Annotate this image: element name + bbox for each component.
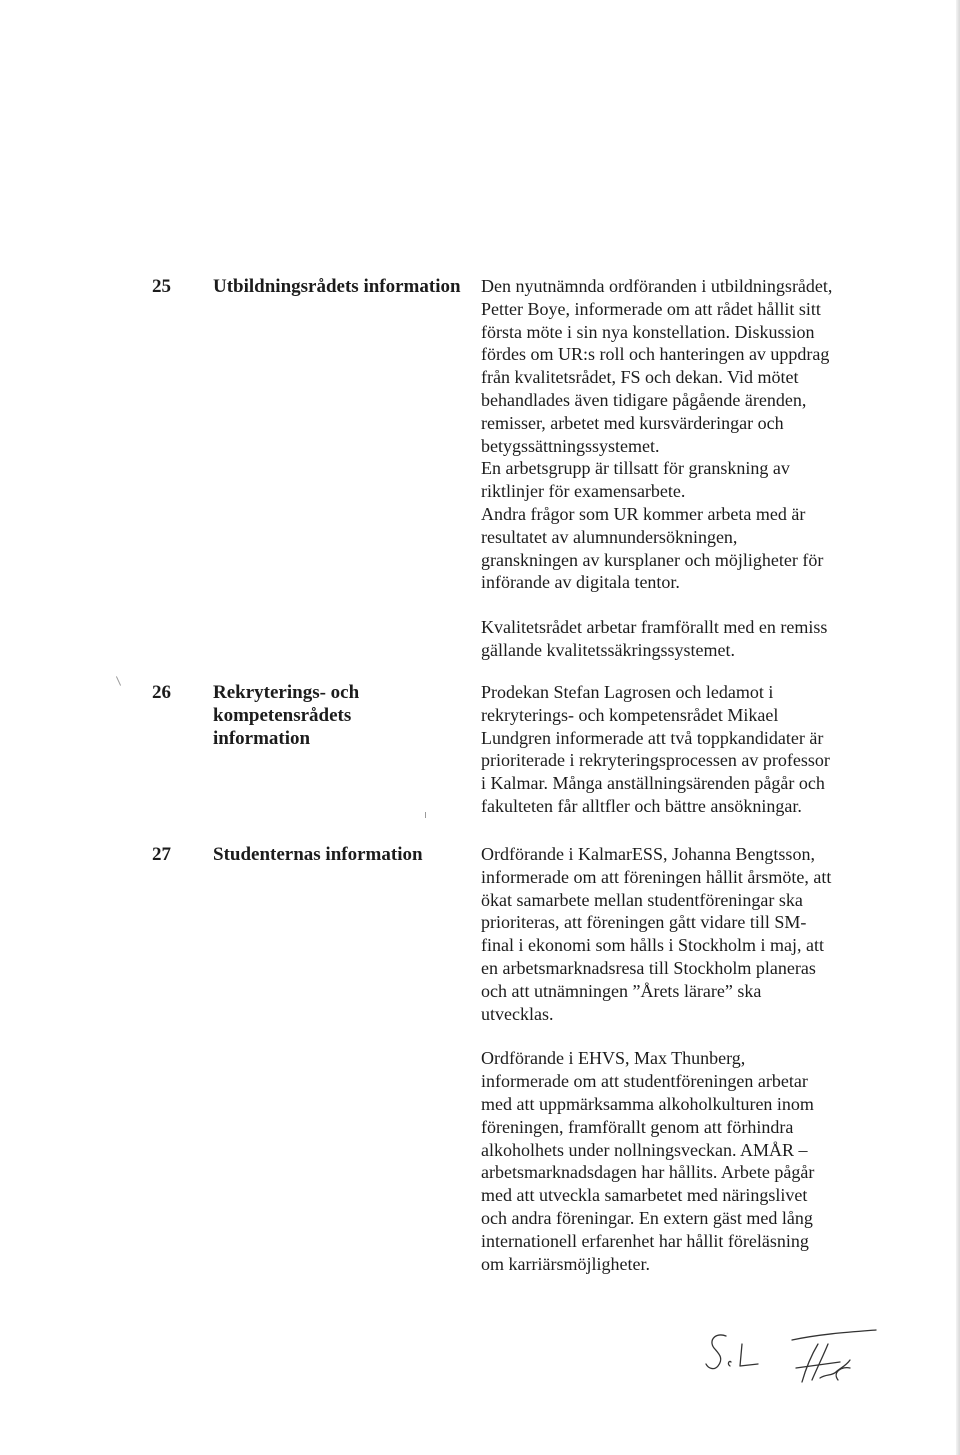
item-paragraph: Kvalitetsrådet arbetar framförallt med en remiss gällande kvalitetssäkringssystemet. <box>481 617 828 660</box>
item-number: 26 <box>152 682 171 703</box>
item-paragraph: Ordförande i EHVS, Max Thunberg, informerade om att studentföreningen arbetar med att uppmärksamma alkoholkulturen inom föreningen, framförallt genom att förhindra alkoholhets under nollningsveckan. AMÅR – arbetsmarknadsdagen har hållits. Arbete pågår med att utveckla samarbetet med näringslivet och andra föreningar. En extern gäst med lång internationell erfarenhet har hållit föreläsning om karriärsmöjligheter. <box>481 1048 815 1274</box>
item-title: Studenternas information <box>213 844 423 865</box>
scan-mark <box>116 676 121 685</box>
item-paragraph: Ordförande i KalmarESS, Johanna Bengtsson, informerade om att föreningen hållit årsmöte, att ökat samarbete mellan studentföreningar ska prioriteras, att föreningen gått vidare till SM- final i ekonomi som hålls i Stockholm i maj, att en arbetsmarknadsresa till Stockholm planeras och att utnämningen ”Årets lärare” ska utvecklas. <box>481 844 832 1024</box>
item-number: 27 <box>152 844 171 865</box>
item-body <box>481 843 861 1275</box>
item-title: Rekryterings- och kompetensrådets information <box>213 682 360 749</box>
item-title: Utbildningsrådets information <box>213 276 461 297</box>
item-paragraph: Den nyutnämnda ordföranden i utbildningsrådet, Petter Boye, informerade om att rådet hållit sitt första möte i sin nya konstellation. Diskussion fördes om UR:s roll och hanteringen av uppdrag från kvalitetsrådet, FS och dekan. Vid mötet behandlades även tidigare pågående ärenden, remisser, arbetet med kursvärderingar och betygssättningssystemet. En arbetsgrupp är tillsatt för granskning av riktlinjer för examensarbete. Andra frågor som UR kommer arbeta med är resultatet av alumnundersökningen, granskningen av kursplaner och möjligheter för införande av digitala tentor. <box>481 276 833 593</box>
item-body <box>481 275 861 662</box>
page-edge <box>956 0 960 1455</box>
handwritten-initials-signature <box>700 1322 880 1392</box>
item-number: 25 <box>152 276 171 297</box>
item-paragraph: Prodekan Stefan Lagrosen och ledamot i rekryterings- och kompetensrådet Mikael Lundgren informerade att två toppkandidater är prioriterade i rekryteringsprocessen av professor i Kalmar. Många anställningsärenden pågår och fakulteten får alltfler och bättre ansökningar. <box>481 682 830 816</box>
item-body <box>481 681 861 818</box>
scan-mark <box>425 812 426 818</box>
